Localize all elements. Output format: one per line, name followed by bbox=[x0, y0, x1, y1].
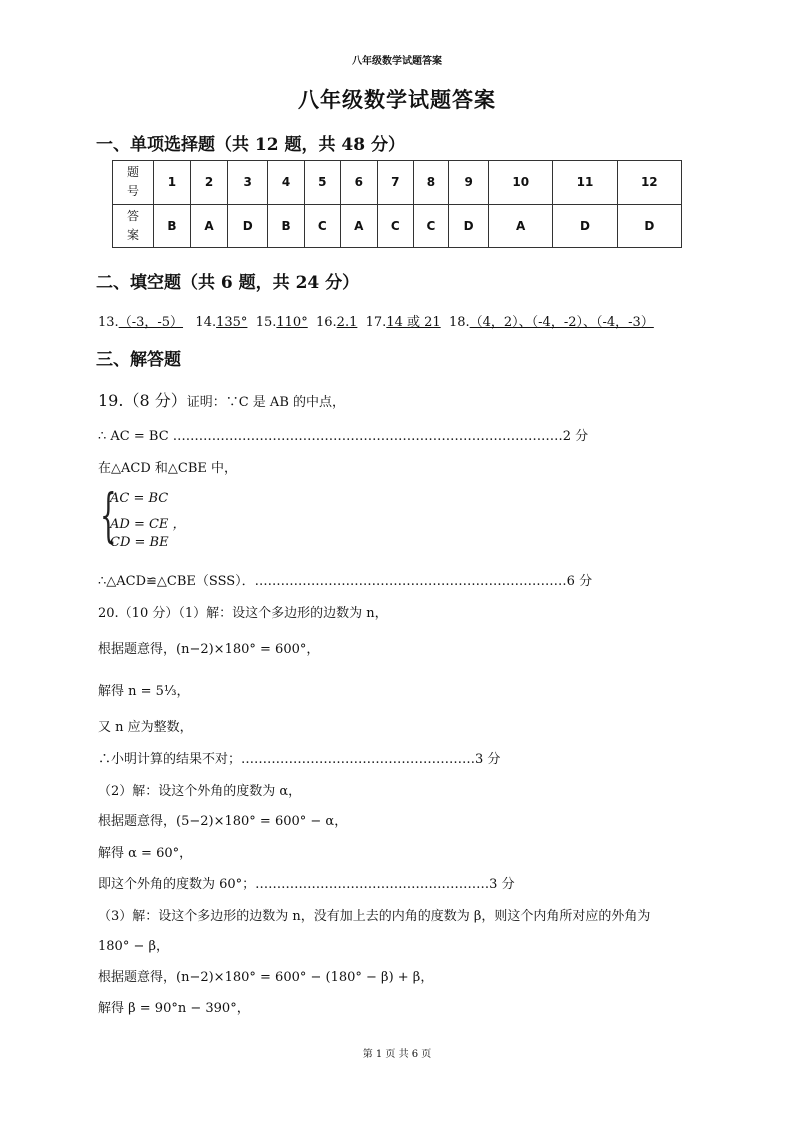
q20-line-13: 解得 β = 90°n − 390°， bbox=[98, 1001, 250, 1016]
question-number-cell: 5 bbox=[304, 161, 340, 205]
q17-answer: 14 或 21 bbox=[386, 315, 441, 330]
question-number-cell: 6 bbox=[340, 161, 377, 205]
q19-system-eq-1: AC = BC bbox=[110, 491, 169, 506]
q20-line-4: 又 n 应为整数， bbox=[98, 720, 193, 735]
label-char: 题 bbox=[126, 165, 139, 180]
answer-table bbox=[112, 160, 682, 248]
section2-heading: 二、填空题（共 6 题，共 24 分） bbox=[96, 273, 360, 293]
question-number-cell: 10 bbox=[489, 161, 553, 205]
q13-number: 13. bbox=[98, 315, 119, 330]
question-number-cell: 2 bbox=[190, 161, 227, 205]
page-title: 八年级数学试题答案 bbox=[298, 87, 496, 112]
question-number-cell: 8 bbox=[413, 161, 449, 205]
q18-answer: （4，2）、（-4，-2）、（-4，-3） bbox=[469, 315, 654, 330]
answer-cell: D bbox=[228, 204, 268, 248]
q20-line-2: 根据题意得，(n−2)×180° = 600°， bbox=[98, 642, 320, 657]
answer-cell: C bbox=[413, 204, 449, 248]
label-char: 号 bbox=[126, 184, 139, 199]
page-header: 八年级数学试题答案 bbox=[352, 56, 442, 67]
label-char: 答 bbox=[126, 208, 139, 223]
question-number-cell: 1 bbox=[154, 161, 191, 205]
q20-line-1: 20.（10 分）（1）解：设这个多边形的边数为 n， bbox=[98, 606, 388, 621]
q13-answer: （-3，-5） bbox=[118, 315, 184, 330]
q19-heading-line bbox=[98, 388, 345, 411]
answer-cell: A bbox=[489, 204, 553, 248]
q14-number: 14. bbox=[195, 315, 217, 330]
q18-number: 18. bbox=[448, 315, 470, 330]
answer-cell: D bbox=[553, 204, 617, 248]
question-number-cell: 9 bbox=[449, 161, 489, 205]
q15-number: 15. bbox=[255, 315, 277, 330]
table-row-numbers bbox=[113, 161, 682, 205]
table-label-cell bbox=[113, 161, 154, 205]
answer-cell: C bbox=[304, 204, 340, 248]
question-number-cell: 12 bbox=[617, 161, 681, 205]
q19-line-3: ∴△ACD≌△CBE（SSS）．………………………………………………………………6 分 bbox=[98, 574, 593, 589]
q20-line-8: 解得 α = 60°， bbox=[98, 846, 193, 861]
q20-line-10: （3）解：设这个多边形的边数为 n，没有加上去的内角的度数为 β，则这个内角所对应的外角为 bbox=[98, 909, 651, 924]
question-number-cell: 3 bbox=[228, 161, 268, 205]
answer-cell: A bbox=[190, 204, 227, 248]
page-footer: 第 1 页 共 6 页 bbox=[362, 1049, 432, 1060]
q19-line-2: 在△ACD 和△CBE 中， bbox=[98, 461, 238, 476]
q20-line-11: 180° − β， bbox=[98, 939, 169, 954]
table-row-answers bbox=[113, 204, 682, 248]
q19-system-eq-2: AD = CE ， bbox=[110, 517, 186, 532]
section1-heading: 一、单项选择题（共 12 题，共 48 分） bbox=[96, 135, 405, 155]
section3-heading: 三、解答题 bbox=[96, 350, 181, 370]
q20-line-3: 解得 n = 5⅓， bbox=[98, 684, 190, 699]
q19-intro: 证明：∵C 是 AB 的中点， bbox=[186, 395, 346, 410]
q19-line-1: ∴ AC = BC ………………………………………………………………………………2 分 bbox=[98, 429, 589, 444]
q14-answer: 135° bbox=[216, 315, 248, 330]
answer-cell: C bbox=[377, 204, 413, 248]
q16-answer: 2.1 bbox=[336, 315, 358, 330]
question-number-cell: 4 bbox=[268, 161, 305, 205]
question-number-cell: 11 bbox=[553, 161, 617, 205]
system-brace: { bbox=[100, 481, 117, 549]
q16-number: 16. bbox=[315, 315, 337, 330]
answer-cell: D bbox=[617, 204, 681, 248]
q19-head: 19.（8 分） bbox=[98, 391, 187, 410]
label-char: 案 bbox=[126, 227, 139, 242]
q20-line-7: 根据题意得，(5−2)×180° = 600° − α， bbox=[98, 814, 348, 829]
question-number-cell: 7 bbox=[377, 161, 413, 205]
q20-line-5: ∴小明计算的结果不对；………………………………………………3 分 bbox=[98, 752, 501, 767]
q17-number: 17. bbox=[365, 315, 387, 330]
answer-cell: D bbox=[449, 204, 489, 248]
answer-cell: B bbox=[268, 204, 305, 248]
q20-line-6: （2）解：设这个外角的度数为 α， bbox=[98, 784, 302, 799]
q20-line-9: 即这个外角的度数为 60°；………………………………………………3 分 bbox=[98, 877, 515, 892]
answer-cell: B bbox=[154, 204, 191, 248]
answer-cell: A bbox=[340, 204, 377, 248]
fill-in-answers bbox=[98, 311, 654, 330]
q15-answer: 110° bbox=[276, 315, 308, 330]
q19-system-eq-3: CD = BE bbox=[110, 535, 169, 550]
table-label-cell bbox=[113, 204, 154, 248]
q20-line-12: 根据题意得，(n−2)×180° = 600° − (180° − β) + β， bbox=[98, 970, 434, 985]
